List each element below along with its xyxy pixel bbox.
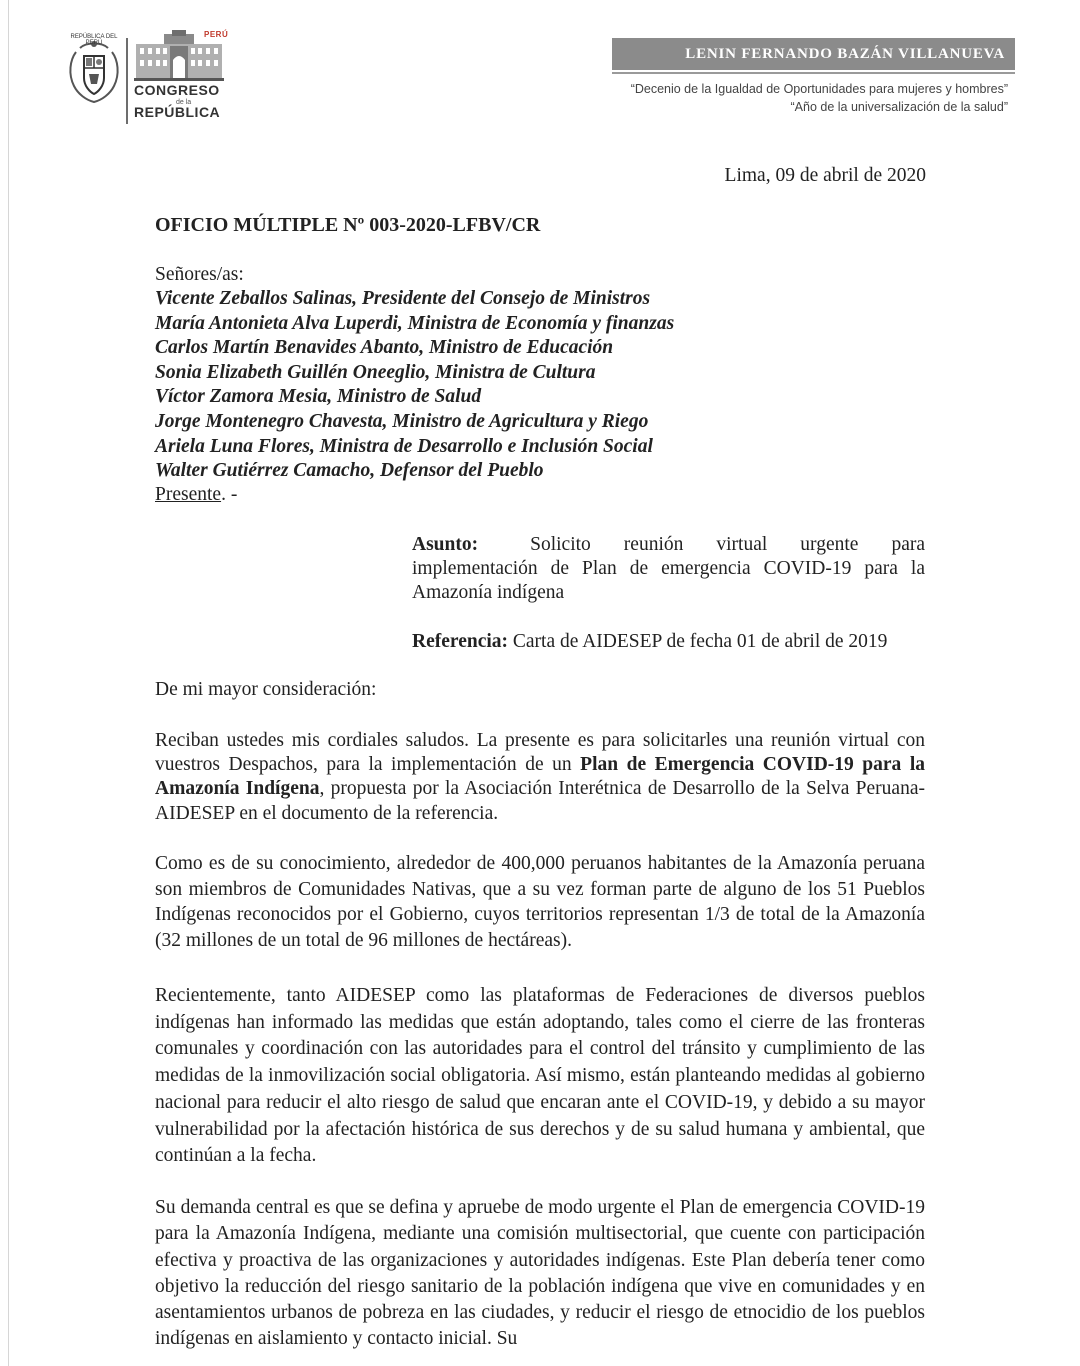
referencia-label: Referencia: (412, 631, 509, 652)
p1-bold: Plan de Emergencia COVID-19 para la Amazonía Indígena (155, 754, 925, 800)
seal-text: REPÚBLICA DEL PERÚ (70, 34, 118, 46)
republica-wordmark: REPÚBLICA (134, 104, 221, 120)
oficio-number: OFICIO MÚLTIPLE Nº 003-2020-LFBV/CR (155, 214, 541, 236)
addressee-item: Vicente Zeballos Salinas, Presidente del Consejo de Ministros (155, 288, 651, 309)
author-name-banner: LENIN FERNANDO BAZÁN VILLANUEVA (612, 38, 1015, 70)
paragraph-3: Recientemente, tanto AIDESEP como las plataformas de Federaciones de diversos pueblos indígenas han informado las medidas que están adoptando, tales como el cierre de las fronteras comunales y coordinación con las autoridades para el control del tránsito y cumplimiento de las medidas de la inmovilización social obligatoria. Así mismo, están planteando medidas al gobierno nacional para reducir el alto riesgo de salud que encaran ante el COVID-19, y debido a su mayor vulnerabilidad por la afectación histórica de sus derechos y de su salud humana y ambiental, que continúan a la fecha. (155, 985, 925, 1167)
asunto-block (412, 533, 925, 605)
p1-text-a: Reciban ustedes mis cordiales saludos. La presente es para solicitarles una reunión virtual con vuestros Despachos, para la implementación de un (155, 730, 925, 776)
letter-date: Lima, 09 de abril de 2020 (724, 165, 926, 186)
de-la-wordmark: de la (176, 99, 192, 106)
addressee-item: Ariela Luna Flores, Ministra de Desarrollo e Inclusión Social (155, 435, 653, 457)
paragraph-2: Como es de su conocimiento, alrededor de 400,000 peruanos habitantes de la Amazonía peruana son miembros de Comunidades Nativas, que a su vez forman parte de alguno de los 51 Pueblos Indígenas reconocidos por el Gobierno, cuyos territorios representan 1/3 de total de la Amazonía (32 millones de un total de 96 millones de hectáreas). (155, 853, 925, 951)
presente-line (155, 483, 237, 507)
asunto-text: Solicito reunión virtual urgente para implementación de Plan de emergencia COVID-19 para la Amazonía indígena (412, 534, 925, 603)
salutation: Señores/as: (155, 264, 244, 285)
consideracion-line: De mi mayor consideración: (155, 679, 377, 700)
decenio-motto (631, 80, 1008, 116)
congreso-wordmark: CONGRESO (134, 82, 220, 98)
addressee-item: Walter Gutiérrez Camacho, Defensor del Pueblo (155, 460, 544, 482)
addressee-item: María Antonieta Alva Luperdi, Ministra de Economía y finanzas (155, 312, 675, 334)
presente-suffix: . - (221, 484, 238, 505)
referencia-text: Carta de AIDESEP de fecha 01 de abril de 2019 (512, 631, 888, 652)
year-name-line: “Año de la universalización de la salud” (790, 100, 1008, 114)
peru-tag: PERÚ (204, 30, 229, 39)
referencia-block (412, 630, 887, 654)
p1-text-b: , propuesta por la Asociación Interétnica de Desarrollo de la Selva Peruana-AIDESEP en el documento de la referencia. (155, 778, 925, 824)
page-edge (8, 0, 9, 1366)
addressee-item: Sonia Elizabeth Guillén Oneeglio, Ministra de Cultura (155, 361, 596, 383)
banner-rule (612, 72, 1015, 74)
logo-divider (126, 38, 128, 124)
paragraph-4: Su demanda central es que se defina y apruebe de modo urgente el Plan de emergencia COVID-19 para la Amazonía Indígena, mediante una comisión multisectorial, que cuente con participación efectiva y proactiva de las organizaciones y autoridades indígenas. Este Plan debería tener como objetivo la reducción del riesgo sanitario de la población indígena que vive en comunidades y en asentamientos urbanos de pobreza en las ciudades, y reducir el riesgo de etnocidio de los pueblos indígenas en aislamiento y contacto inicial. Su (155, 1197, 925, 1350)
addressee-list (155, 287, 674, 484)
presente-word: Presente (155, 484, 222, 505)
addressee-item: Jorge Montenegro Chavesta, Ministro de Agricultura y Riego (155, 410, 649, 432)
congress-logo-block (64, 30, 234, 125)
decenio-line: “Decenio de la Igualdad de Oportunidades para mujeres y hombres” (630, 82, 1008, 96)
addressee-item: Carlos Martín Benavides Abanto, Ministro de Educación (155, 337, 614, 359)
addressee-item: Víctor Zamora Mesia, Ministro de Salud (155, 386, 482, 408)
paragraph-1 (155, 729, 925, 826)
asunto-label: Asunto: (412, 534, 479, 555)
